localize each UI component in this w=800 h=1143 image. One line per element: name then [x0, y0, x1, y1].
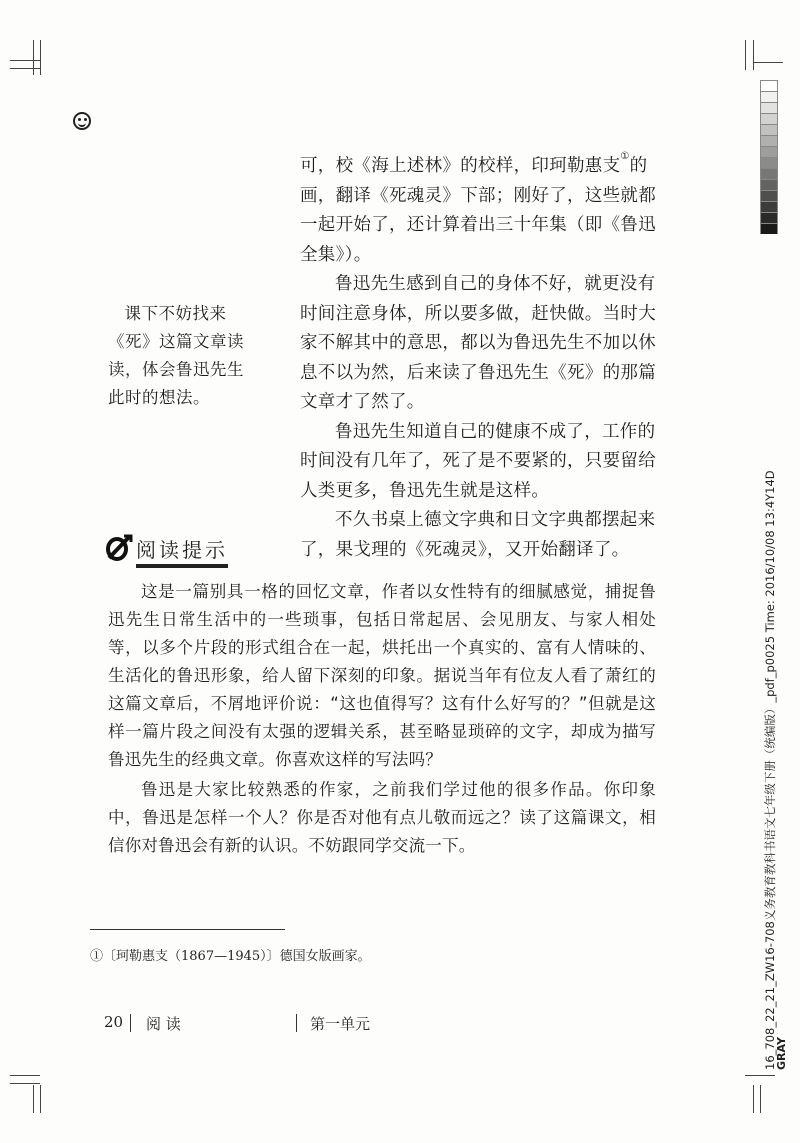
crop-mark [10, 1083, 40, 1084]
paragraph [300, 152, 660, 270]
crop-mark [10, 60, 40, 61]
crop-mark [10, 1075, 40, 1076]
footer-divider [130, 1014, 131, 1032]
footnote: ①〔珂勒惠支（1867—1945）〕德国女版画家。 [90, 949, 371, 964]
footer-unit: 第一单元 [310, 1015, 371, 1033]
main-text [300, 152, 660, 565]
side-note-text: 课下不妨找来《死》这篇文章读读，体会鲁迅先生此时的想法。 [108, 304, 244, 407]
reading-tips-body [108, 578, 656, 862]
smiley-icon [73, 112, 91, 130]
paragraph: 鲁迅先生知道自己的健康不成了，工作的时间没有几年了，死了是不要紧的，只要留给人类更多，鲁迅先生就是这样。 [300, 421, 656, 501]
paragraph: 这是一篇别具一格的回忆文章，作者以女性特有的细腻感觉，捕捉鲁迅先生日常生活中的一些琐事，包括日常起居、会见朋友、与家人相处等，以多个片段的形式组合在一起，烘托出一个真实的、富有人情味的、生活化的鲁迅形象，给人留下深刻的印象。据说当年有位友人看了萧红的这篇文章后，不屑地评价说：“这也值得写？这有什么好写的？”但就是这样一篇片段之间没有太强的逻辑关系，甚至略显琐碎的文字，却成为描写鲁迅先生的经典文章。你喜欢这样的写法吗？ [108, 582, 656, 769]
crop-mark [745, 1075, 775, 1076]
footer-section: 阅 读 [146, 1015, 181, 1033]
crop-mark [760, 1085, 761, 1113]
crop-mark [40, 40, 41, 75]
footnote-marker: ① [620, 151, 630, 162]
paragraph: 鲁迅是大家比较熟悉的作家，之前我们学过他的很多作品。你印象中，鲁迅是怎样一个人？你是否对他有点儿敬而远之？读了这篇课文，相信你对鲁迅会有新的认识。不妨跟同学交流一下。 [108, 780, 656, 855]
gray-scale-bar [760, 80, 778, 234]
paragraph: 鲁迅先生感到自己的身体不好，就更没有时间注意身体，所以要多做，赶快做。当时大家不解其中的意思，都以为鲁迅先生不加以休息不以为然，后来读了鲁迅先生《死》的那篇文章才了然了。 [300, 274, 656, 412]
print-metadata: 16_708_22_21_ZW16-708义务教育教科书语文七年级下册（统编版）_pdf_p0025 Time: 2016/10/08 13:4Y14D [763, 470, 777, 1070]
paragraph: 不久书桌上德文字典和日文字典都摆起来了，果戈理的《死魂灵》，又开始翻译了。 [300, 510, 656, 560]
crop-mark [753, 1085, 754, 1113]
crop-mark [33, 40, 34, 75]
crop-mark [753, 40, 754, 70]
crop-mark [40, 1085, 41, 1113]
crop-mark [33, 1085, 34, 1113]
reading-tips-heading [104, 528, 244, 572]
page-number: 20 [104, 1013, 124, 1031]
footer-divider [296, 1014, 297, 1032]
section-title: 阅读提示 [136, 538, 228, 562]
paragraph-text: 可，校《海上述林》的校样，印珂勒惠支 [300, 156, 621, 176]
crop-mark [753, 62, 783, 63]
footnote-divider [90, 929, 285, 930]
side-note [108, 300, 258, 412]
reading-tips-icon [104, 532, 134, 562]
crop-mark [745, 40, 746, 70]
paragraph-text: 的画，翻译《死魂灵》下部；刚好了，这些就都一起开始了，还计算着出三十年集（即《鲁迅全集》）。 [300, 156, 656, 265]
section-underline [136, 564, 228, 568]
gray-label: GRAY [775, 1037, 788, 1070]
crop-mark [10, 68, 40, 69]
